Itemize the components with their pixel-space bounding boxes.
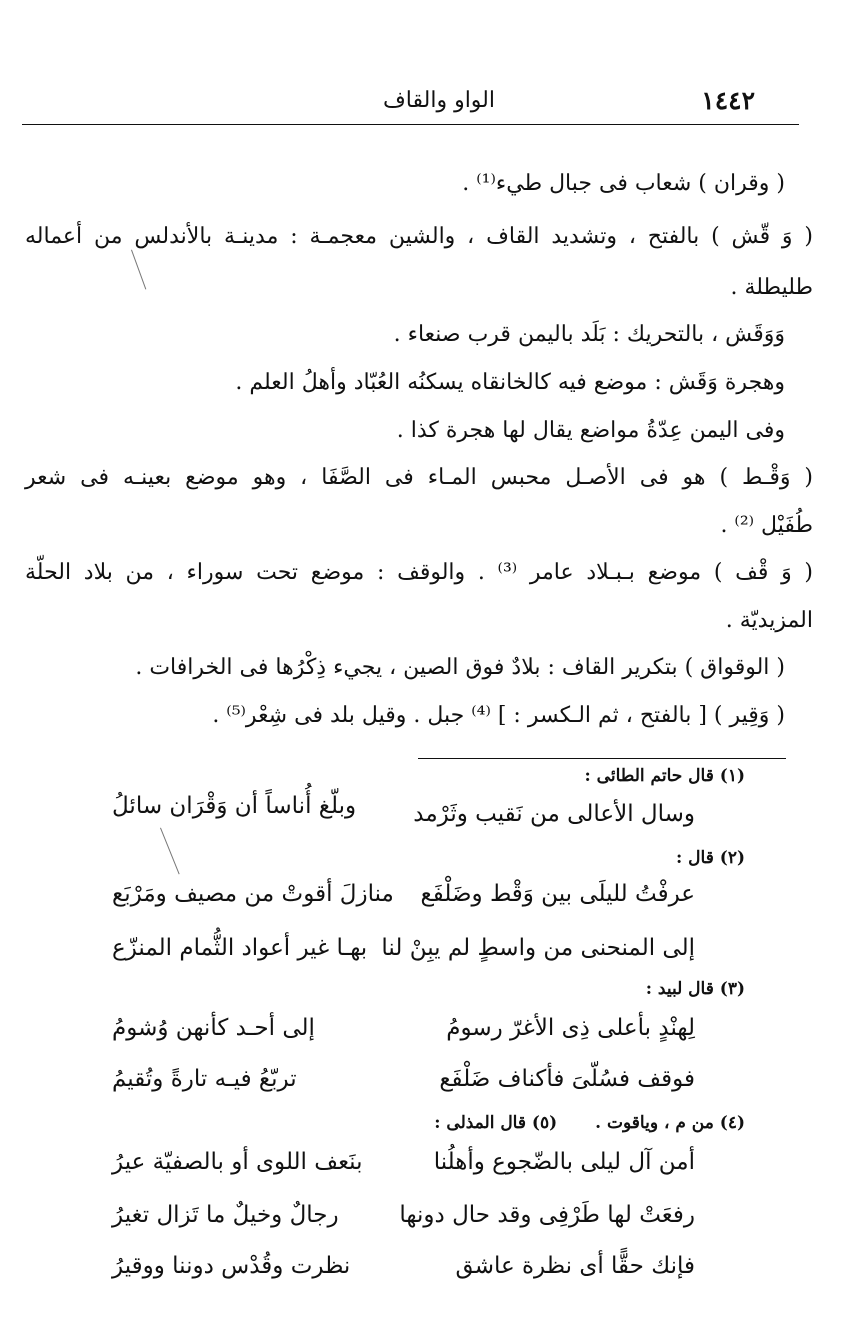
section-title: الواو والقاف — [383, 88, 495, 113]
footnote-label: (١) قال حاتم الطائى : — [584, 766, 745, 786]
verse-hemistich: بنَعف اللوى أو بالصفيّة عيرُ — [112, 1149, 363, 1175]
verse-hemistich: منازلَ أقوتْ من مصيف ومَرْبَع — [112, 881, 394, 907]
scan-mark — [160, 828, 180, 875]
page-number: ١٤٤٢ — [701, 86, 755, 115]
verse-hemistich: وبلّغ أُناساً أن وَقْرَان سائلُ — [112, 793, 357, 819]
entry-line: ( وقران ) شعاب فى جبال طيء⁽¹⁾ . — [462, 171, 785, 196]
running-header — [22, 86, 803, 122]
entry-line: ( وَ قْف ) موضع بـبـلاد عامر ⁽³⁾ . والوقف : موضع تحت سوراء ، من بلاد الحلّة — [25, 560, 813, 585]
verse-hemistich: بهـا غير أعواد الثُّمام المنزّع — [112, 935, 368, 961]
entry-line: طُفَيْل ⁽²⁾ . — [720, 513, 813, 538]
entry-line: وَوَقَش ، بالتحريك : بَلَد باليمن قرب صنعاء . — [393, 322, 785, 347]
verse-hemistich: أمن آل ليلى بالضّجوع وأهلُنا — [433, 1149, 695, 1175]
verse-hemistich: رجالٌ وخيلٌ ما تَزال تغيرُ — [112, 1202, 339, 1228]
verse-hemistich: وسال الأعالى من نَقيب وثَرْمد — [413, 801, 695, 827]
footnote-separator — [418, 758, 786, 759]
verse-hemistich: فإنك حقًّا أى نظرة عاشق — [455, 1253, 695, 1279]
verse-hemistich: إلى المنحنى من واسطٍ لم يبِنْ لنا — [381, 935, 695, 961]
verse-hemistich: فوقف فسُلّىَ فأكناف ضَلْفَع — [439, 1066, 695, 1092]
entry-line: المزيديّة . — [725, 608, 813, 633]
entry-line: وهجرة وَقَش : موضع فيه كالخانقاه يسكنُه العُبّاد وأهلُ العلم . — [235, 370, 785, 395]
footnote-label-5: (٥) قال المذلى : — [434, 1113, 558, 1133]
footnote-label — [434, 1111, 745, 1135]
entry-line: طليطلة . — [730, 275, 813, 300]
entry-line: ( وَقِير ) [ بالفتح ، ثم الـكسر : ] ⁽⁴⁾ جبل . وقيل بلد فى شِعْر⁽⁵⁾ . — [212, 703, 785, 728]
entry-line: ( وَ قّش ) بالفتح ، وتشديد القاف ، والشين معجمـة : مدينـة بالأندلس من أعماله — [25, 224, 813, 249]
entry-line: ( وَقْـط ) هو فى الأصـل محبس المـاء فى الصَّفَا ، وهو موضع بعينـه فى شعر — [25, 465, 813, 490]
footnote-label-4: (٤) من م ، وياقوت . — [595, 1113, 745, 1133]
footnote-label: (٣) قال لبيد : — [645, 979, 745, 999]
entry-line: وفى اليمن عِدّةُ مواضع يقال لها هجرة كذا . — [396, 418, 785, 443]
footnote-label: (٢) قال : — [675, 848, 745, 868]
verse-hemistich: عرفْتُ لليلَى بين وَقْط وضَلْفَع — [420, 881, 695, 907]
verse-hemistich: لِهنْدٍ بأعلى ذِى الأغرّ رسومُ — [446, 1015, 695, 1041]
verse-hemistich: نظرت وقُدْس دوننا ووقيرُ — [112, 1253, 351, 1279]
verse-hemistich: تربّعُ فيـه تارةً وتُقيمُ — [112, 1066, 297, 1092]
entry-line: ( الوقواق ) بتكرير القاف : بلادٌ فوق الصين ، يجيء ذِكْرُها فى الخرافات . — [135, 655, 785, 680]
header-rule — [22, 124, 799, 125]
verse-hemistich: إلى أحـد كأنهن وُشومُ — [112, 1015, 315, 1041]
verse-hemistich: رفعَتْ لها طَرْفِى وقد حال دونها — [399, 1202, 695, 1228]
scan-mark — [131, 250, 146, 290]
